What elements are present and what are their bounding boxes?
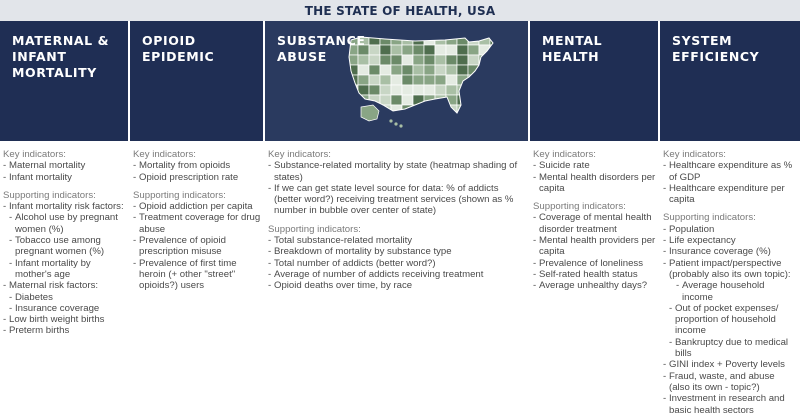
supporting-indicator-item: - Tobacco use among pregnant women (%) — [9, 235, 126, 258]
map-state-shape — [468, 115, 479, 125]
map-state-shape — [358, 65, 369, 75]
map-state-shape — [457, 115, 468, 125]
map-state-shape — [402, 115, 413, 125]
map-state-shape — [380, 95, 391, 105]
map-state-shape — [380, 75, 391, 85]
map-state-shape — [490, 65, 501, 75]
map-state-shape — [369, 85, 380, 95]
supporting-indicator-item: - Investment in research and basic health sectors — [663, 393, 798, 416]
key-indicators-label: Key indicators: — [3, 149, 66, 160]
map-state-shape — [446, 65, 457, 75]
supporting-indicator-item: - Out of pocket expenses/ proportion of household income — [669, 303, 798, 337]
supporting-indicator-item: - Infant mortality by mother's age — [9, 258, 126, 281]
key-indicator-item: - Mental health disorders per capita — [533, 172, 656, 195]
supporting-indicator-item: - Opioid addiction per capita — [133, 201, 261, 212]
supporting-indicator-item: - Prevalence of opioid prescription misuse — [133, 235, 261, 258]
map-state-shape — [490, 115, 501, 125]
header-title: SYSTEM EFFICIENCY — [672, 33, 760, 64]
supporting-indicator-item: - GINI index + Poverty levels — [663, 359, 798, 370]
map-state-shape — [424, 105, 435, 115]
map-state-shape — [347, 105, 358, 115]
supporting-indicator-item: - Prevalence of first time heroin (+ other "street" opioids?) users — [133, 258, 261, 292]
header-title: MATERNAL & INFANT MORTALITY — [12, 33, 110, 80]
map-state-shape — [479, 105, 490, 115]
supporting-indicator-item: - Self-rated health status — [533, 269, 656, 280]
column-substance-abuse — [265, 141, 528, 407]
map-state-shape — [413, 85, 424, 95]
map-state-shape — [490, 95, 501, 105]
header-system-efficiency — [660, 21, 800, 141]
map-state-shape — [446, 85, 457, 95]
supporting-indicator-item: - Bankruptcy due to medical bills — [669, 337, 798, 360]
supporting-indicator-item: - Prevalence of loneliness — [533, 258, 656, 269]
supporting-indicator-item: - Total substance-related mortality — [268, 235, 526, 246]
key-indicators-label: Key indicators: — [663, 149, 726, 160]
supporting-indicator-item: - Treatment coverage for drug abuse — [133, 212, 261, 235]
map-state-shape — [446, 75, 457, 85]
supporting-indicator-item: - Average of number of addicts receiving treatment — [268, 269, 526, 280]
column-system-efficiency — [660, 141, 800, 416]
map-state-shape — [394, 122, 397, 125]
map-state-shape — [490, 85, 501, 95]
header-opioid-epidemic — [130, 21, 263, 141]
map-state-shape — [457, 65, 468, 75]
supporting-indicator-item: - Life expectancy — [663, 235, 798, 246]
map-state-shape — [479, 95, 490, 105]
map-state-shape — [435, 85, 446, 95]
supporting-indicator-item: - Preterm births — [3, 325, 126, 336]
map-state-shape — [347, 115, 358, 125]
map-state-shape — [391, 65, 402, 75]
header-title: OPIOID EPIDEMIC — [142, 33, 215, 64]
supporting-indicator-item: - Patient impact/perspective (probably also its own topic): — [663, 258, 798, 281]
header-mental-health — [530, 21, 658, 141]
map-state-shape — [380, 65, 391, 75]
key-indicator-item: - Suicide rate — [533, 160, 656, 171]
map-state-shape — [468, 95, 479, 105]
key-indicator-item: - Infant mortality — [3, 172, 126, 183]
supporting-indicator-item: - Diabetes — [9, 292, 126, 303]
map-state-shape — [424, 75, 435, 85]
map-state-shape — [380, 115, 391, 125]
map-state-shape — [479, 75, 490, 85]
header-substance-abuse — [265, 21, 528, 141]
supporting-indicator-item: - Coverage of mental health disorder treatment — [533, 212, 656, 235]
supporting-indicator-item: - Breakdown of mortality by substance type — [268, 246, 526, 257]
map-state-shape — [468, 65, 479, 75]
map-state-shape — [402, 65, 413, 75]
map-state-shape — [413, 75, 424, 85]
supporting-indicators-label: Supporting indicators: — [533, 201, 626, 213]
map-state-shape — [358, 95, 369, 105]
supporting-indicator-item: - Total number of addicts (better word?) — [268, 258, 526, 269]
map-state-shape — [402, 95, 413, 105]
map-state-shape — [457, 85, 468, 95]
title-bar — [0, 0, 800, 21]
key-indicator-item: - Opioid prescription rate — [133, 172, 261, 183]
map-state-shape — [361, 105, 379, 121]
supporting-indicator-item: - Insurance coverage — [9, 303, 126, 314]
header-title: MENTAL HEALTH — [542, 33, 603, 64]
map-state-shape — [435, 105, 446, 115]
supporting-indicator-item: - Opioid deaths over time, by race — [268, 280, 526, 291]
key-indicators-label: Key indicators: — [268, 149, 331, 160]
map-state-shape — [413, 115, 424, 125]
map-state-shape — [391, 95, 402, 105]
map-state-shape — [435, 65, 446, 75]
map-state-shape — [391, 85, 402, 95]
map-state-shape — [435, 115, 446, 125]
header-title: SUBSTANCE ABUSE — [277, 33, 366, 64]
map-state-shape — [391, 75, 402, 85]
map-state-shape — [479, 65, 490, 75]
map-state-shape — [424, 65, 435, 75]
map-state-shape — [446, 105, 457, 115]
supporting-indicators-label: Supporting indicators: — [663, 212, 756, 224]
supporting-indicator-item: - Maternal risk factors: — [3, 280, 126, 291]
map-state-shape — [446, 115, 457, 125]
supporting-indicator-item: - Population — [663, 224, 798, 235]
key-indicator-item: - Healthcare expenditure as % of GDP — [663, 160, 798, 183]
key-indicator-item: - If we can get state level source for data: % of addicts (better word?) receiving treatment services (shown as % number in bubble over center of state) — [268, 183, 526, 217]
supporting-indicator-item: - Low birth weight births — [3, 314, 126, 325]
supporting-indicator-item: - Average household income — [676, 280, 798, 303]
supporting-indicator-item: - Fraud, waste, and abuse (also its own - topic?) — [663, 371, 798, 394]
map-state-shape — [347, 95, 358, 105]
key-indicators-label: Key indicators: — [533, 149, 596, 160]
map-state-shape — [399, 124, 402, 127]
supporting-indicators-label: Supporting indicators: — [3, 189, 96, 201]
map-state-shape — [380, 85, 391, 95]
supporting-indicators-label: Supporting indicators: — [268, 223, 361, 235]
map-state-shape — [457, 95, 468, 105]
map-state-shape — [402, 75, 413, 85]
key-indicator-item: - Substance-related mortality by state (heatmap shading of states) — [268, 160, 526, 183]
map-state-shape — [358, 75, 369, 85]
map-state-shape — [490, 75, 501, 85]
map-state-shape — [424, 115, 435, 125]
map-state-shape — [479, 115, 490, 125]
map-state-shape — [446, 95, 457, 105]
key-indicator-item: - Mortality from opioids — [133, 160, 261, 171]
map-state-shape — [402, 85, 413, 95]
map-state-shape — [413, 65, 424, 75]
map-state-shape — [389, 119, 392, 122]
column-opioid-epidemic — [130, 141, 263, 407]
supporting-indicators-label: Supporting indicators: — [133, 189, 226, 201]
key-indicator-item: - Healthcare expenditure per capita — [663, 183, 798, 206]
supporting-indicator-item: - Alcohol use by pregnant women (%) — [9, 212, 126, 235]
map-state-shape — [347, 65, 358, 75]
header-maternal-infant-mortality — [0, 21, 128, 141]
map-state-shape — [369, 75, 380, 85]
column-maternal-infant-mortality — [0, 141, 128, 407]
map-state-shape — [468, 85, 479, 95]
column-mental-health — [530, 141, 658, 407]
map-state-shape — [413, 105, 424, 115]
supporting-indicator-item: - Mental health providers per capita — [533, 235, 656, 258]
supporting-indicator-item: - Insurance coverage (%) — [663, 246, 798, 257]
key-indicator-item: - Maternal mortality — [3, 160, 126, 171]
header-row — [0, 21, 800, 141]
map-state-shape — [490, 105, 501, 115]
map-state-shape — [479, 85, 490, 95]
indicator-columns — [0, 141, 800, 416]
key-indicators-label: Key indicators: — [133, 149, 196, 160]
map-state-shape — [369, 65, 380, 75]
map-state-shape — [424, 85, 435, 95]
map-state-shape — [468, 105, 479, 115]
map-state-shape — [435, 95, 446, 105]
page-title: THE STATE OF HEALTH, USA — [304, 3, 496, 18]
supporting-indicator-item: - Infant mortality risk factors: — [3, 201, 126, 212]
supporting-indicator-item: - Average unhealthy days? — [533, 280, 656, 291]
map-state-shape — [435, 75, 446, 85]
